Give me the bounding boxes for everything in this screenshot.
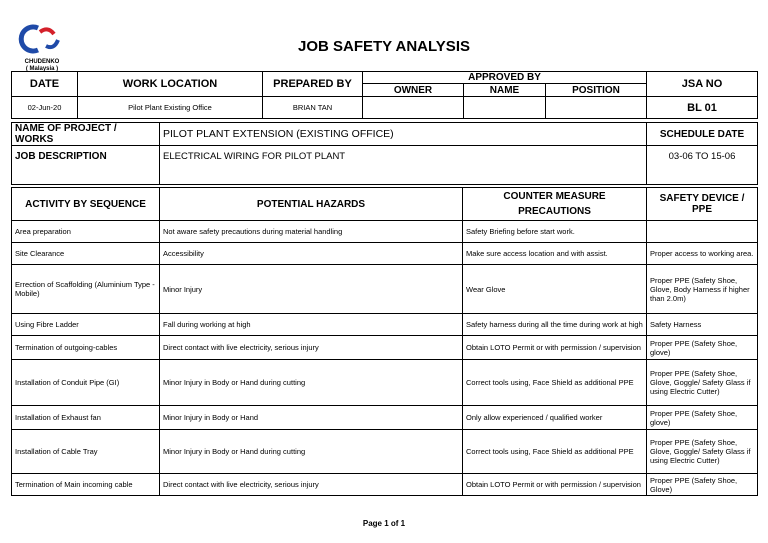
activity-cell: Site Clearance — [12, 243, 160, 265]
col-counter-header-line1: COUNTER MEASURE — [503, 191, 606, 202]
counter-cell: Safety Briefing before start work. — [463, 221, 647, 243]
position-label: POSITION — [546, 84, 647, 97]
activity-cell: Termination of outgoing-cables — [12, 336, 160, 360]
project-name-label: NAME OF PROJECT / WORKS — [12, 123, 160, 146]
schedule-date-label: SCHEDULE DATE — [647, 123, 758, 146]
project-name-value: PILOT PLANT EXTENSION (EXISTING OFFICE) — [160, 123, 647, 146]
position-value — [546, 97, 647, 119]
ppe-cell: Proper PPE (Safety Shoe, Glove) — [647, 474, 758, 496]
jsa-no-value: BL 01 — [647, 97, 758, 119]
name-value — [464, 97, 546, 119]
schedule-date-value: 03-06 TO 15-06 — [647, 146, 758, 185]
ppe-cell — [647, 221, 758, 243]
page-title: JOB SAFETY ANALYSIS — [298, 38, 470, 55]
activity-cell: Installation of Conduit Pipe (GI) — [12, 360, 160, 406]
ppe-cell: Proper PPE (Safety Shoe, Glove, Goggle/ Safety Glass if using Electric Cutter) — [647, 360, 758, 406]
work-location-label: WORK LOCATION — [78, 72, 263, 97]
table-row — [12, 243, 758, 265]
page-footer: Page 1 of 1 — [362, 519, 406, 528]
col-hazards-header: POTENTIAL HAZARDS — [160, 188, 463, 221]
ppe-cell: Proper access to working area. — [647, 243, 758, 265]
counter-cell: Only allow experienced / qualified worker — [463, 406, 647, 430]
hazard-cell: Minor Injury — [160, 265, 463, 314]
prepared-by-label: PREPARED BY — [263, 72, 363, 97]
counter-cell: Obtain LOTO Permit or with permission / supervision — [463, 336, 647, 360]
col-counter-header-line2: PRECAUTIONS — [518, 206, 591, 217]
counter-cell: Correct tools using, Face Shield as additional PPE — [463, 430, 647, 474]
hazard-cell: Minor Injury in Body or Hand during cutting — [160, 430, 463, 474]
col-ppe-header: SAFETY DEVICE / PPE — [647, 188, 758, 221]
prepared-by-value: BRIAN TAN — [263, 97, 363, 119]
date-value: 02-Jun-20 — [12, 97, 78, 119]
work-location-value: Pilot Plant Existing Office — [78, 97, 263, 119]
activity-cell: Area preparation — [12, 221, 160, 243]
date-label: DATE — [12, 72, 78, 97]
company-country: ( Malaysia ) — [25, 66, 59, 72]
table-row — [12, 314, 758, 336]
hazard-cell: Minor Injury in Body or Hand — [160, 406, 463, 430]
hazard-cell: Fall during working at high — [160, 314, 463, 336]
table-row — [12, 474, 758, 496]
ppe-cell: Safety Harness — [647, 314, 758, 336]
owner-label: OWNER — [363, 84, 464, 97]
ppe-cell: Proper PPE (Safety Shoe, glove) — [647, 406, 758, 430]
owner-value — [363, 97, 464, 119]
counter-cell: Correct tools using, Face Shield as additional PPE — [463, 360, 647, 406]
approved-by-label: APPROVED BY — [363, 72, 647, 84]
header-table — [11, 71, 758, 119]
project-table — [11, 122, 758, 185]
table-row — [12, 360, 758, 406]
table-row — [12, 336, 758, 360]
activity-cell: Termination of Main incoming cable — [12, 474, 160, 496]
counter-cell: Safety harness during all the time during work at high — [463, 314, 647, 336]
activities-table — [11, 187, 758, 496]
job-description-label: JOB DESCRIPTION — [12, 146, 160, 185]
counter-cell: Wear Glove — [463, 265, 647, 314]
ppe-cell: Proper PPE (Safety Shoe, Glove, Goggle/ Safety Glass if using Electric Cutter) — [647, 430, 758, 474]
col-activity-header: ACTIVITY BY SEQUENCE — [12, 188, 160, 221]
job-description-value: ELECTRICAL WIRING FOR PILOT PLANT — [160, 146, 647, 185]
activity-cell: Errection of Scaffolding (Aluminium Type - Mobile) — [12, 265, 160, 314]
table-row — [12, 221, 758, 243]
table-row — [12, 430, 758, 474]
counter-cell: Make sure access location and with assist. — [463, 243, 647, 265]
company-name: CHUDENKO — [24, 59, 60, 65]
ppe-cell: Proper PPE (Safety Shoe, glove) — [647, 336, 758, 360]
counter-cell: Obtain LOTO Permit or with permission / supervision — [463, 474, 647, 496]
table-row — [12, 406, 758, 430]
hazard-cell: Not aware safety precautions during material handling — [160, 221, 463, 243]
activity-cell: Using Fibre Ladder — [12, 314, 160, 336]
name-label: NAME — [464, 84, 546, 97]
hazard-cell: Direct contact with live electricity, serious injury — [160, 474, 463, 496]
table-row — [12, 265, 758, 314]
activity-cell: Installation of Cable Tray — [12, 430, 160, 474]
jsa-no-label: JSA NO — [647, 72, 758, 97]
hazard-cell: Minor Injury in Body or Hand during cutting — [160, 360, 463, 406]
hazard-cell: Accessibility — [160, 243, 463, 265]
activity-cell: Installation of Exhaust fan — [12, 406, 160, 430]
hazard-cell: Direct contact with live electricity, serious injury — [160, 336, 463, 360]
ppe-cell: Proper PPE (Safety Shoe, Glove, Body Harness if higher than 2.0m) — [647, 265, 758, 314]
col-counter-header — [463, 188, 647, 221]
